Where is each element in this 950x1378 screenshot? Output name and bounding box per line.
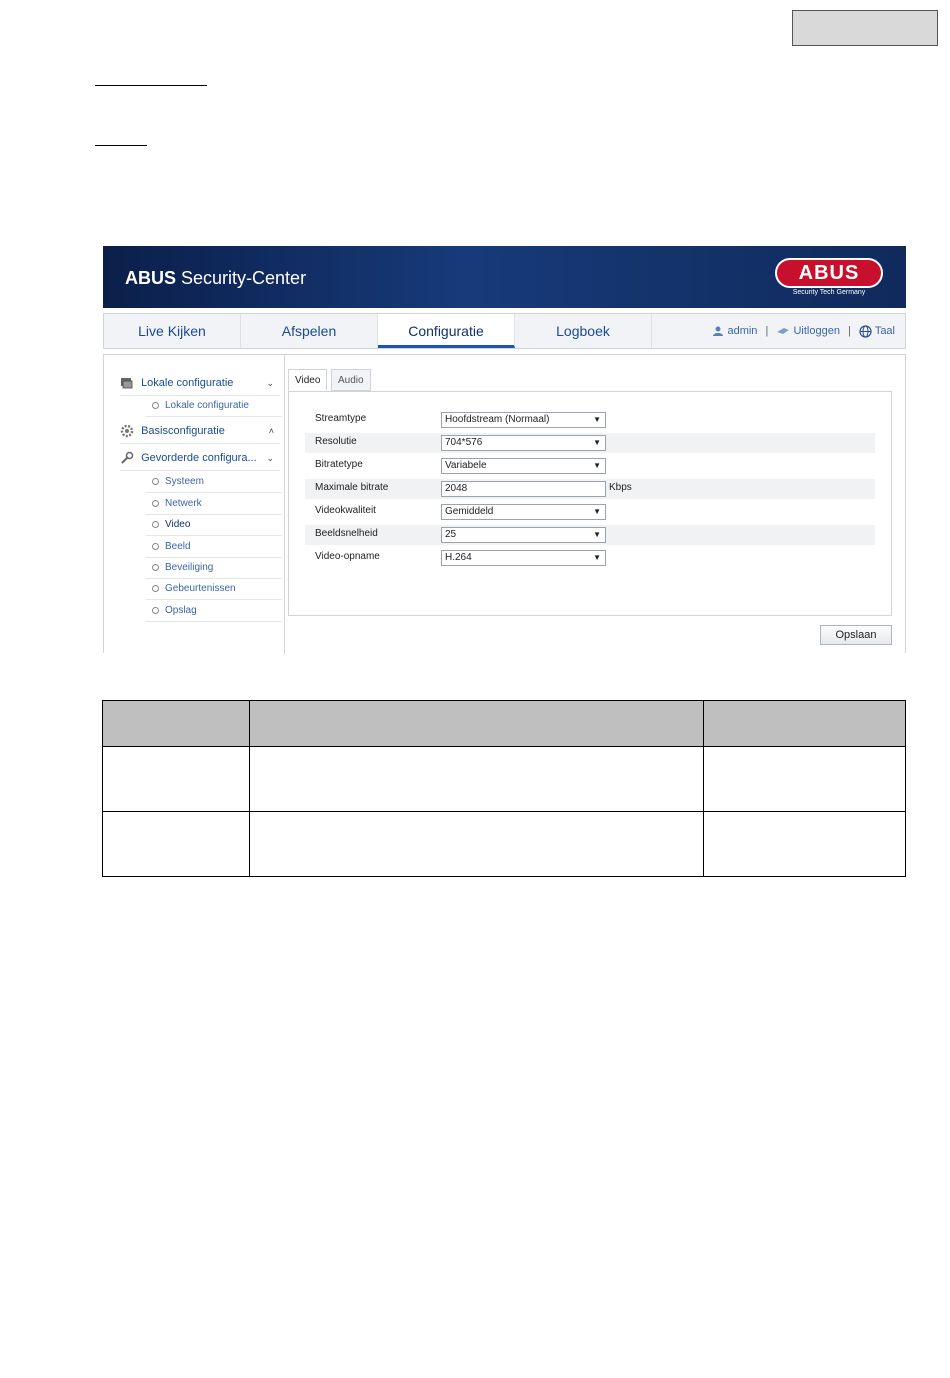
bitrate-type-select[interactable]	[441, 458, 606, 474]
sidebar-item-video[interactable]	[146, 514, 282, 536]
video-encoding-select[interactable]	[441, 550, 606, 566]
bitrate-unit: Kbps	[609, 482, 632, 493]
table-header-cell	[103, 701, 250, 747]
globe-icon	[859, 325, 872, 338]
table-cell	[249, 747, 704, 812]
sidebar-group-basic-config[interactable]	[120, 419, 280, 444]
table-cell	[704, 747, 906, 812]
sidebar-item-events[interactable]	[146, 578, 282, 600]
field-label: Beeldsnelheid	[315, 528, 378, 539]
form-row-resolution	[305, 433, 875, 453]
user-area	[712, 314, 895, 348]
sidebar-item-security[interactable]	[146, 557, 282, 579]
tab-live-view[interactable]: Live Kijken	[104, 314, 241, 348]
stream-type-select[interactable]	[441, 412, 606, 428]
table-header-row	[103, 701, 906, 747]
config-content	[103, 354, 906, 653]
document-table	[102, 700, 906, 878]
separator: |	[848, 325, 851, 337]
sidebar-item-image[interactable]	[146, 536, 282, 558]
input-value: 2048	[445, 483, 468, 494]
triangle-down-icon: ▼	[593, 461, 601, 470]
sidebar-item-label: Gebeurtenissen	[165, 583, 236, 594]
logout-link[interactable]: Uitloggen	[793, 325, 840, 337]
sidebar-item-label: Beveiliging	[165, 562, 214, 573]
app-title-product: Security-Center	[176, 268, 307, 288]
table-row	[103, 747, 906, 812]
sidebar-item-local-config[interactable]	[146, 395, 282, 417]
parameter-table	[102, 700, 906, 877]
tab-log[interactable]: Logboek	[515, 314, 652, 348]
bullet-icon	[152, 543, 159, 550]
security-center-app	[103, 246, 906, 653]
max-bitrate-input[interactable]	[441, 481, 606, 497]
sidebar-item-network[interactable]	[146, 493, 282, 515]
sidebar-item-label: Opslag	[165, 605, 197, 616]
bullet-icon	[152, 607, 159, 614]
select-value: Gemiddeld	[445, 506, 494, 517]
sidebar-item-storage[interactable]	[146, 600, 282, 622]
abus-logo	[775, 258, 883, 298]
sidebar-group-label: Basisconfiguratie	[141, 425, 225, 437]
bullet-icon	[152, 478, 159, 485]
form-row-video-quality	[305, 502, 875, 522]
subheading-underline	[95, 145, 147, 146]
user-name[interactable]: admin	[727, 325, 758, 337]
separator: |	[765, 325, 769, 337]
select-value: Variabele	[445, 460, 487, 471]
language-link[interactable]: Taal	[874, 325, 895, 337]
config-sidebar	[104, 355, 285, 654]
sidebar-group-advanced-config[interactable]	[120, 446, 280, 471]
bullet-icon	[152, 521, 159, 528]
select-value: Hoofdstream (Normaal)	[445, 414, 550, 425]
sidebar-item-system[interactable]	[146, 471, 282, 493]
table-cell	[103, 747, 250, 812]
field-label: Video-opname	[315, 551, 380, 562]
user-icon	[712, 325, 724, 337]
table-cell	[103, 812, 250, 877]
resolution-select[interactable]	[441, 435, 606, 451]
chevron-down-icon: ⌄	[266, 378, 274, 388]
sidebar-item-label: Systeem	[165, 476, 204, 487]
bullet-icon	[152, 402, 159, 409]
tab-video[interactable]: Video	[288, 369, 327, 391]
select-value: 704*576	[445, 437, 483, 448]
field-label: Bitratetype	[315, 459, 363, 470]
gear-icon	[120, 424, 134, 438]
sidebar-group-local-config[interactable]	[120, 371, 280, 396]
chevron-down-icon: ⌄	[266, 453, 274, 463]
wrench-icon	[120, 451, 134, 465]
form-row-bitrate-type	[305, 456, 875, 476]
tab-playback[interactable]: Afspelen	[241, 314, 378, 348]
bullet-icon	[152, 585, 159, 592]
monitor-icon	[120, 376, 134, 390]
tab-audio[interactable]: Audio	[331, 369, 371, 391]
triangle-down-icon: ▼	[593, 553, 601, 562]
save-button[interactable]: Opslaan	[820, 625, 892, 645]
triangle-down-icon: ▼	[593, 507, 601, 516]
sidebar-item-label: Beeld	[165, 541, 191, 552]
table-header-cell	[704, 701, 906, 747]
main-nav	[103, 313, 906, 349]
sidebar-group-label: Lokale configuratie	[141, 377, 234, 389]
app-title	[125, 268, 306, 289]
bullet-icon	[152, 500, 159, 507]
form-row-frame-rate	[305, 525, 875, 545]
video-quality-select[interactable]	[441, 504, 606, 520]
triangle-down-icon: ▼	[593, 415, 601, 424]
form-row-max-bitrate	[305, 479, 875, 499]
sidebar-item-label: Netwerk	[165, 498, 202, 509]
bullet-icon	[152, 564, 159, 571]
logout-icon	[776, 326, 790, 336]
video-settings-panel	[288, 391, 892, 616]
select-value: H.264	[445, 552, 472, 563]
field-label: Resolutie	[315, 436, 357, 447]
app-banner	[103, 246, 906, 308]
sidebar-item-label: Video	[165, 519, 191, 530]
select-value: 25	[445, 529, 457, 540]
chevron-up-icon: ˄	[268, 426, 274, 436]
form-row-video-encoding	[305, 548, 875, 568]
table-row	[103, 812, 906, 877]
field-label: Maximale bitrate	[315, 482, 389, 493]
app-title-brand: ABUS	[125, 268, 177, 288]
frame-rate-select[interactable]	[441, 527, 606, 543]
field-label: Streamtype	[315, 413, 367, 424]
triangle-down-icon: ▼	[593, 530, 601, 539]
table-cell	[704, 812, 906, 877]
field-label: Videokwaliteit	[315, 505, 376, 516]
logo-mark: ABUS	[775, 258, 883, 288]
sidebar-group-label: Gevorderde configura...	[141, 452, 257, 464]
form-row-stream-type	[305, 410, 875, 430]
table-cell	[249, 812, 704, 877]
triangle-down-icon: ▼	[593, 438, 601, 447]
sidebar-item-label: Lokale configuratie	[165, 400, 249, 411]
table-header-cell	[249, 701, 704, 747]
tab-configuration[interactable]: Configuratie	[378, 314, 515, 348]
logo-tagline: Security Tech Germany	[792, 289, 866, 296]
heading-underline	[95, 85, 207, 86]
page-header-box	[792, 10, 938, 46]
